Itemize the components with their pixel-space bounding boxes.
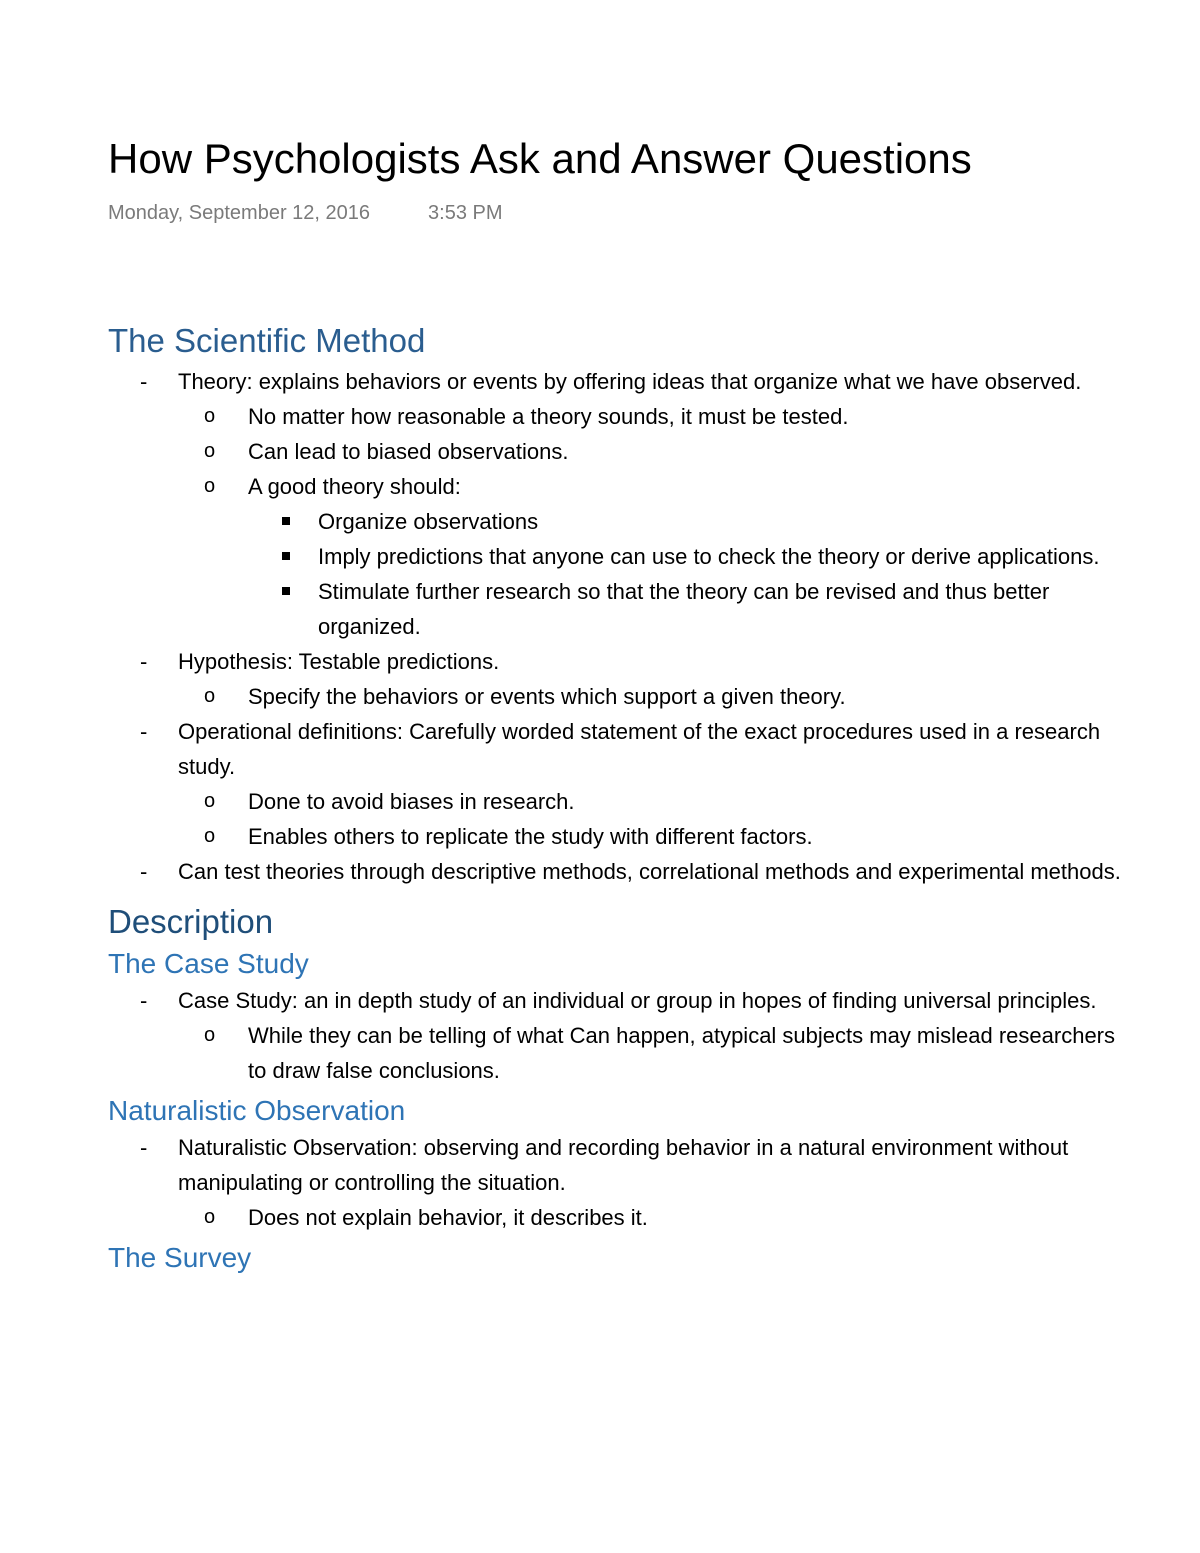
square-bullet-icon (282, 517, 290, 525)
list-item-text: Done to avoid biases in research. (248, 789, 575, 814)
list-item-text: Does not explain behavior, it describes it. (248, 1205, 648, 1230)
heading-description: Description (108, 903, 274, 940)
list-item-case-study (108, 983, 1138, 1018)
list-item-text: While they can be telling of what Can happen, atypical subjects may mislead researchers to draw false conclusions. (248, 1023, 1116, 1083)
circle-bullet: o (204, 440, 216, 462)
circle-bullet: o (204, 1206, 216, 1228)
heading-scientific-method: The Scientific Method (108, 322, 426, 359)
dash-bullet: - (140, 859, 148, 884)
list-item-text: Can lead to biased observations. (248, 439, 569, 464)
list-item-text: Naturalistic Observation: observing and recording behavior in a natural environment without manipulating or controlling the situation. (178, 1135, 1069, 1195)
list-item-text: Organize observations (318, 509, 539, 534)
list-item-text: Hypothesis: Testable predictions. (178, 649, 500, 674)
page-title: How Psychologists Ask and Answer Questions (108, 135, 972, 182)
note-timestamp (108, 200, 503, 226)
list-item-naturalistic-caveat (108, 1200, 1138, 1235)
list-item-text: Imply predictions that anyone can use to check the theory or derive applications. (318, 544, 1100, 569)
list-item-text: Enables others to replicate the study with different factors. (248, 824, 813, 849)
list-item-text: Specify the behaviors or events which support a given theory. (248, 684, 846, 709)
list-item-text: Stimulate further research so that the theory can be revised and thus better organized. (318, 579, 1050, 639)
list-item-hypothesis (108, 644, 1138, 679)
note-body[interactable] (108, 318, 1138, 1277)
circle-bullet: o (204, 685, 216, 707)
heading-case-study: The Case Study (108, 948, 309, 979)
dash-bullet: - (140, 1135, 148, 1160)
list-item-theory (108, 364, 1138, 399)
list-item-theory-good (108, 469, 1138, 504)
list-item-theory-tested (108, 399, 1138, 434)
list-item-methods (108, 854, 1138, 889)
dash-bullet: - (140, 649, 148, 674)
list-item-operational-biases (108, 784, 1138, 819)
heading-naturalistic-observation: Naturalistic Observation (108, 1095, 406, 1126)
list-item-good-stimulate (108, 574, 1138, 644)
list-item-theory-biased (108, 434, 1138, 469)
note-date: Monday, September 12, 2016 (108, 202, 371, 224)
square-bullet-icon (282, 552, 290, 560)
list-item-text: No matter how reasonable a theory sounds, it must be tested. (248, 404, 849, 429)
dash-bullet: - (140, 988, 148, 1013)
list-item-operational-replicate (108, 819, 1138, 854)
list-item-case-study-caveat (108, 1018, 1138, 1088)
circle-bullet: o (204, 825, 216, 847)
heading-survey: The Survey (108, 1242, 252, 1273)
circle-bullet: o (204, 405, 216, 427)
list-item-good-organize (108, 504, 1138, 539)
list-item-naturalistic (108, 1130, 1138, 1200)
list-item-hypothesis-specify (108, 679, 1138, 714)
square-bullet-icon (282, 587, 290, 595)
dash-bullet: - (140, 369, 148, 394)
circle-bullet: o (204, 475, 216, 497)
circle-bullet: o (204, 1024, 216, 1046)
list-item-text: Case Study: an in depth study of an individual or group in hopes of finding universal principles. (178, 988, 1097, 1013)
list-item-text: Operational definitions: Carefully worded statement of the exact procedures used in a research study. (178, 719, 1101, 779)
note-time: 3:53 PM (428, 202, 503, 224)
circle-bullet: o (204, 790, 216, 812)
list-item-good-predictions (108, 539, 1138, 574)
list-item-text: Theory: explains behaviors or events by offering ideas that organize what we have observed. (178, 369, 1082, 394)
list-item-text: A good theory should: (248, 474, 461, 499)
dash-bullet: - (140, 719, 148, 744)
list-item-text: Can test theories through descriptive methods, correlational methods and experimental methods. (178, 859, 1121, 884)
list-item-operational (108, 714, 1138, 784)
